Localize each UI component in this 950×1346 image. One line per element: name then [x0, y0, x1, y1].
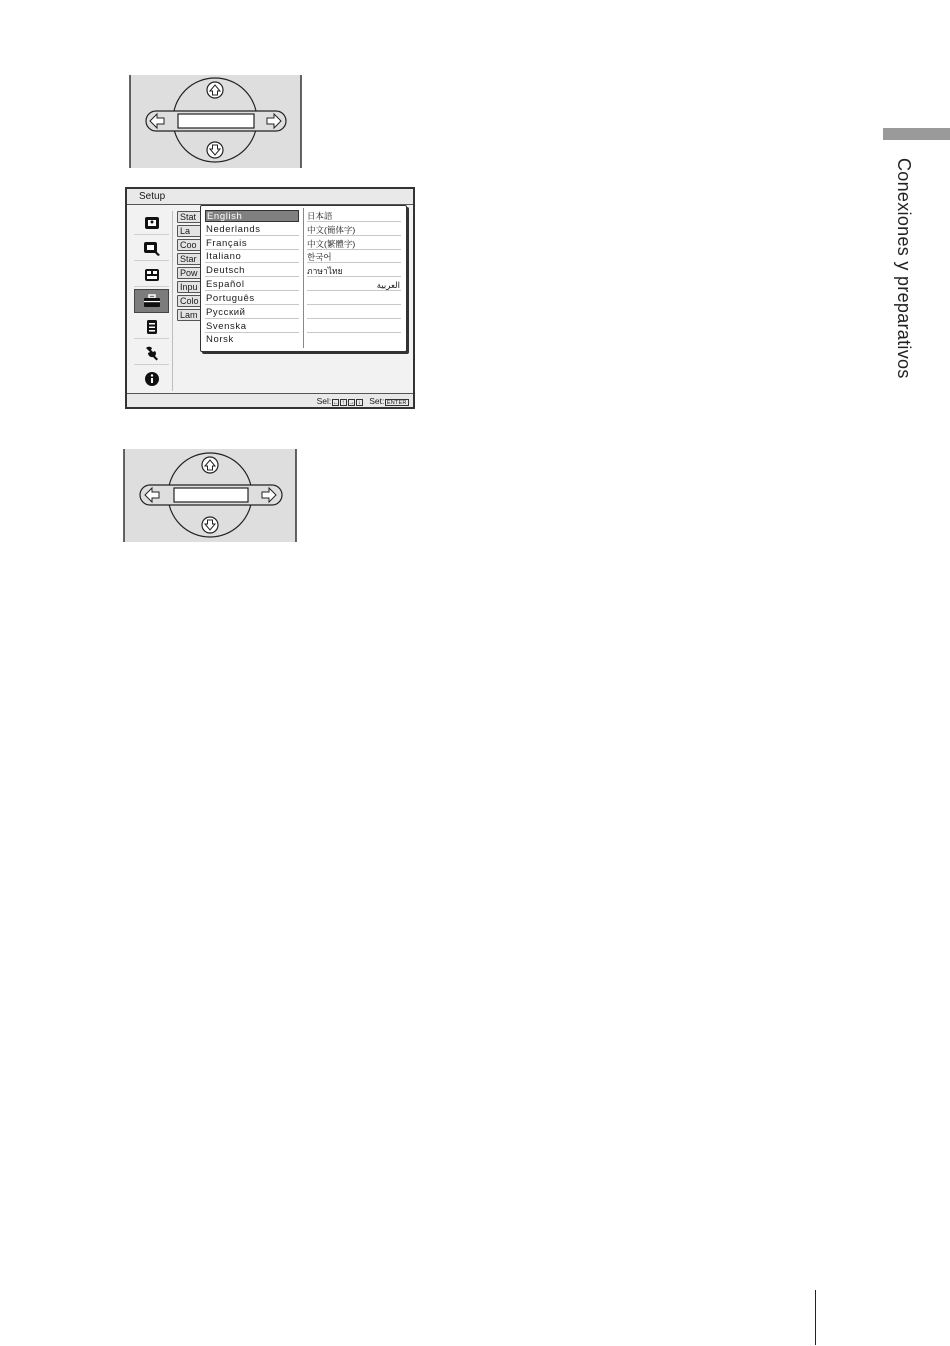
language-option[interactable]: Pyccкий — [205, 307, 299, 319]
language-option[interactable]: 한국어 — [307, 251, 401, 263]
language-option[interactable]: Nederlands — [205, 224, 299, 236]
right-key-icon: → — [348, 399, 355, 406]
menu-list-icon[interactable] — [134, 315, 169, 339]
language-option[interactable]: 中文(繁體字) — [307, 238, 401, 250]
section-label: Conexiones y preparativos — [894, 158, 914, 379]
screen-icon[interactable] — [134, 263, 169, 287]
language-option[interactable]: Italiano — [205, 251, 299, 263]
language-popup — [200, 205, 407, 352]
setup-footer — [127, 393, 413, 407]
enter-key-icon: ENTER — [386, 399, 407, 406]
language-option[interactable]: Svenska — [205, 321, 299, 333]
page-margin-line — [815, 1290, 816, 1345]
menu-item-language[interactable]: La — [177, 225, 205, 237]
language-option-empty — [307, 293, 401, 305]
language-option[interactable]: العربية — [307, 279, 401, 291]
menu-item-color[interactable]: Colo — [177, 295, 205, 307]
sel-label: Sel: — [316, 395, 332, 406]
menu-item-cooling[interactable]: Coo — [177, 239, 205, 251]
wrench-icon[interactable] — [134, 341, 169, 365]
remote-dpad-bottom — [122, 449, 298, 542]
popup-divider — [303, 208, 304, 348]
info-icon[interactable] — [134, 367, 169, 391]
menu-item-power[interactable]: Pow — [177, 267, 205, 279]
down-arrow-button[interactable] — [207, 142, 223, 158]
language-option-empty — [307, 307, 401, 319]
set-hint — [369, 396, 409, 406]
setup-toolbox-icon[interactable] — [134, 289, 169, 313]
menu-item-standby[interactable]: Star — [177, 253, 205, 265]
language-option[interactable]: 日本語 — [307, 210, 401, 222]
language-option[interactable]: Français — [205, 238, 299, 250]
language-option[interactable]: ภาษาไทย — [307, 265, 401, 277]
language-option[interactable]: English — [205, 210, 299, 222]
setup-title: Setup — [127, 189, 413, 205]
language-option[interactable]: 中文(簡体字) — [307, 224, 401, 236]
menu-item-lamp[interactable]: Lam — [177, 309, 205, 321]
down-key-icon: ↓ — [357, 399, 361, 406]
language-option[interactable]: Deutsch — [205, 265, 299, 277]
up-arrow-button[interactable] — [202, 457, 218, 473]
sel-hint — [317, 396, 364, 406]
setup-menu — [125, 187, 415, 409]
up-key-icon: ↑ — [341, 399, 345, 406]
language-option[interactable]: Español — [205, 279, 299, 291]
set-label: Set: — [369, 395, 385, 406]
language-option[interactable]: Português — [205, 293, 299, 305]
language-option[interactable]: Norsk — [206, 334, 234, 345]
picture-adjust-icon[interactable] — [134, 237, 169, 261]
language-option-empty — [307, 321, 401, 333]
menu-icon-column — [131, 211, 173, 391]
picture-icon[interactable] — [134, 211, 169, 235]
menu-item-status[interactable]: Stat — [177, 211, 205, 223]
section-tab — [883, 128, 950, 140]
up-arrow-button[interactable] — [207, 82, 223, 98]
language-option-empty — [307, 334, 401, 346]
menu-item-input[interactable]: Inpu — [177, 281, 205, 293]
left-key-icon: ← — [332, 399, 339, 406]
remote-dpad-top — [128, 75, 303, 168]
down-arrow-button[interactable] — [202, 517, 218, 533]
